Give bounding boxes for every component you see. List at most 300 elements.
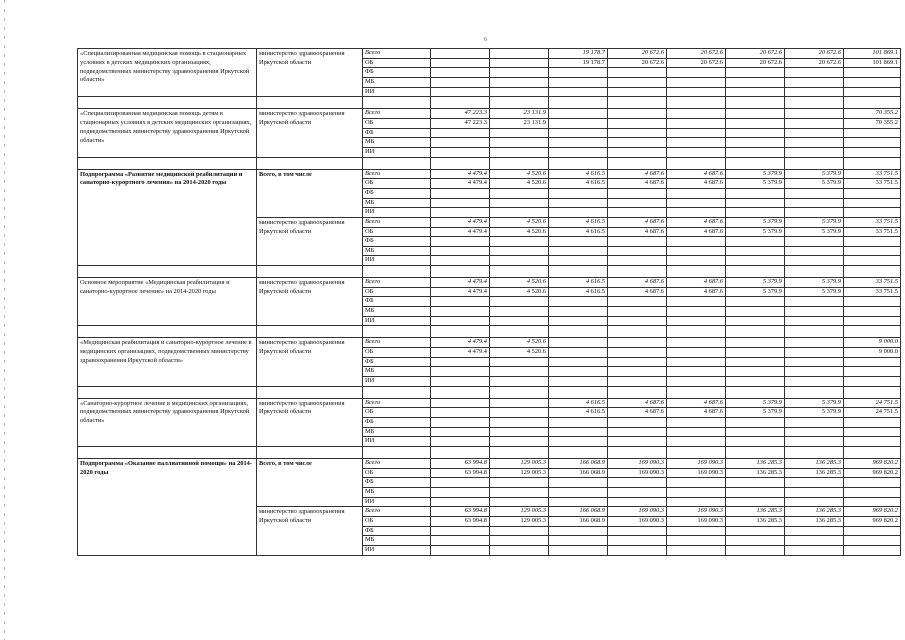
value-cell — [844, 367, 901, 377]
spacer-cell — [257, 326, 363, 338]
value-cell — [549, 237, 608, 247]
value-cell: 20 672.6 — [608, 49, 667, 59]
value-cell — [667, 377, 726, 387]
value-cell — [549, 128, 608, 138]
value-cell — [785, 138, 844, 148]
value-cell: 4 479.4 — [431, 338, 490, 348]
value-cell: 4 687.6 — [667, 179, 726, 189]
value-cell — [549, 77, 608, 87]
spacer-cell — [431, 157, 490, 169]
value-cell — [667, 77, 726, 87]
value-cell — [549, 427, 608, 437]
funding-source-cell: ФБ — [363, 188, 431, 198]
value-cell: 4 520.6 — [490, 227, 549, 237]
value-cell: 166 068.9 — [549, 507, 608, 517]
activity-name-cell: «Специализированная медицинская помощь детям в стационарных условиях в детских медицинских организациях, подведомственных министерству здравоохранения Иркутской области» — [78, 109, 257, 157]
value-cell: 24 751.5 — [844, 408, 901, 418]
value-cell — [608, 545, 667, 555]
spacer-cell — [549, 386, 608, 398]
value-cell: 166 068.9 — [549, 458, 608, 468]
value-cell — [549, 418, 608, 428]
value-cell — [844, 68, 901, 78]
value-cell: 19 178.7 — [549, 49, 608, 59]
value-cell — [844, 427, 901, 437]
activity-name-cell: «Медицинская реабилитация и санаторно-курортное лечение в медицинских организациях, подведомственных министерству здравоохранения Иркутской области» — [78, 338, 257, 386]
value-cell — [431, 497, 490, 507]
value-cell — [549, 545, 608, 555]
funding-source-cell: Всего — [363, 217, 431, 227]
value-cell: 4 520.6 — [490, 169, 549, 179]
value-cell — [608, 357, 667, 367]
value-cell: 4 520.6 — [490, 278, 549, 288]
funding-source-cell: ОБ — [363, 516, 431, 526]
value-cell: 136 285.3 — [726, 507, 785, 517]
executor-cell: Всего, в том числе — [257, 458, 363, 506]
value-cell — [726, 307, 785, 317]
value-cell — [785, 338, 844, 348]
value-cell: 169 090.3 — [608, 516, 667, 526]
spacer-cell — [257, 446, 363, 458]
value-cell — [844, 357, 901, 367]
value-cell — [726, 246, 785, 256]
value-cell: 4 687.6 — [667, 169, 726, 179]
value-cell — [844, 418, 901, 428]
spacer-cell — [363, 157, 431, 169]
value-cell — [490, 208, 549, 218]
value-cell: 4 479.4 — [431, 287, 490, 297]
value-cell — [726, 338, 785, 348]
value-cell: 4 687.6 — [608, 227, 667, 237]
scan-edge-mark — [4, 0, 5, 640]
funding-source-cell: Всего — [363, 507, 431, 517]
value-cell: 5 379.9 — [785, 287, 844, 297]
value-cell — [667, 198, 726, 208]
value-cell — [726, 536, 785, 546]
value-cell — [431, 246, 490, 256]
spacer-cell — [667, 266, 726, 278]
value-cell — [667, 307, 726, 317]
value-cell — [785, 246, 844, 256]
value-cell — [667, 237, 726, 247]
value-cell: 33 751.5 — [844, 287, 901, 297]
value-cell: 4 687.6 — [608, 278, 667, 288]
value-cell — [726, 188, 785, 198]
funding-source-cell: МБ — [363, 307, 431, 317]
value-cell: 4 687.6 — [667, 408, 726, 418]
value-cell — [726, 256, 785, 266]
executor-cell: министерство здравоохранения Иркутской области — [257, 507, 363, 555]
value-cell — [726, 87, 785, 97]
spacer-cell — [726, 326, 785, 338]
value-cell — [785, 77, 844, 87]
budget-table-body — [78, 49, 901, 556]
value-cell — [608, 77, 667, 87]
page-number: 6 — [484, 37, 487, 43]
value-cell — [726, 109, 785, 119]
value-cell — [726, 237, 785, 247]
spacer-cell — [78, 157, 257, 169]
spacer-cell — [549, 97, 608, 109]
value-cell — [431, 297, 490, 307]
funding-source-cell: ФБ — [363, 478, 431, 488]
value-cell — [608, 437, 667, 447]
value-cell: 136 285.3 — [785, 458, 844, 468]
spacer-cell — [257, 157, 363, 169]
spacer-cell — [844, 386, 901, 398]
value-cell — [785, 307, 844, 317]
value-cell — [785, 147, 844, 157]
spacer-cell — [490, 97, 549, 109]
value-cell: 9 000.0 — [844, 348, 901, 358]
value-cell: 4 616.5 — [549, 169, 608, 179]
value-cell — [490, 377, 549, 387]
spacer-cell — [608, 97, 667, 109]
funding-source-cell: ИИ — [363, 377, 431, 387]
value-cell: 63 994.8 — [431, 468, 490, 478]
spacer-row — [78, 446, 901, 458]
funding-source-cell: ФБ — [363, 297, 431, 307]
value-cell: 169 090.3 — [667, 507, 726, 517]
funding-source-cell: ИИ — [363, 208, 431, 218]
value-cell: 47 223.3 — [431, 118, 490, 128]
value-cell — [608, 418, 667, 428]
value-cell — [844, 316, 901, 326]
value-cell — [431, 198, 490, 208]
spacer-cell — [490, 326, 549, 338]
value-cell — [844, 545, 901, 555]
value-cell — [844, 307, 901, 317]
value-cell — [431, 536, 490, 546]
funding-source-cell: ФБ — [363, 526, 431, 536]
value-cell: 4 687.6 — [667, 278, 726, 288]
value-cell — [608, 87, 667, 97]
value-cell — [785, 256, 844, 266]
executor-cell: министерство здравоохранения Иркутской области — [257, 398, 363, 446]
value-cell: 4 520.6 — [490, 179, 549, 189]
spacer-cell — [608, 386, 667, 398]
value-cell — [431, 526, 490, 536]
value-cell — [549, 256, 608, 266]
value-cell — [490, 408, 549, 418]
value-cell — [667, 188, 726, 198]
value-cell: 129 005.3 — [490, 468, 549, 478]
spacer-cell — [78, 326, 257, 338]
value-cell — [490, 87, 549, 97]
value-cell: 169 090.3 — [608, 458, 667, 468]
value-cell — [785, 128, 844, 138]
funding-source-cell: МБ — [363, 487, 431, 497]
value-cell — [608, 128, 667, 138]
value-cell — [490, 526, 549, 536]
value-cell — [667, 208, 726, 218]
value-cell — [431, 427, 490, 437]
spacer-cell — [608, 446, 667, 458]
value-cell — [667, 497, 726, 507]
value-cell — [726, 208, 785, 218]
spacer-cell — [549, 326, 608, 338]
value-cell: 166 068.9 — [549, 516, 608, 526]
value-cell: 24 751.5 — [844, 398, 901, 408]
value-cell: 5 379.9 — [785, 227, 844, 237]
value-cell: 4 687.6 — [667, 287, 726, 297]
value-cell — [785, 545, 844, 555]
spacer-cell — [549, 157, 608, 169]
value-cell — [608, 118, 667, 128]
spacer-cell — [431, 386, 490, 398]
value-cell: 4 616.5 — [549, 278, 608, 288]
value-cell: 4 520.6 — [490, 348, 549, 358]
spacer-cell — [490, 446, 549, 458]
value-cell — [667, 545, 726, 555]
spacer-cell — [490, 157, 549, 169]
value-cell: 169 090.3 — [608, 468, 667, 478]
value-cell — [490, 256, 549, 266]
value-cell: 101 869.1 — [844, 58, 901, 68]
value-cell: 5 379.9 — [726, 227, 785, 237]
spacer-cell — [490, 386, 549, 398]
value-cell: 4 687.6 — [608, 169, 667, 179]
spacer-cell — [667, 97, 726, 109]
value-cell — [490, 77, 549, 87]
spacer-cell — [431, 326, 490, 338]
spacer-cell — [844, 326, 901, 338]
value-cell — [785, 109, 844, 119]
value-cell — [431, 408, 490, 418]
value-cell — [667, 138, 726, 148]
value-cell — [844, 87, 901, 97]
spacer-cell — [667, 446, 726, 458]
value-cell — [667, 297, 726, 307]
value-cell: 5 379.9 — [726, 169, 785, 179]
value-cell — [608, 338, 667, 348]
value-cell — [549, 526, 608, 536]
value-cell: 136 285.3 — [785, 507, 844, 517]
spacer-cell — [608, 157, 667, 169]
value-cell — [549, 87, 608, 97]
funding-source-cell: МБ — [363, 198, 431, 208]
value-cell — [608, 188, 667, 198]
funding-source-cell: МБ — [363, 427, 431, 437]
value-cell — [490, 246, 549, 256]
table-row — [78, 458, 901, 468]
spacer-cell — [785, 266, 844, 278]
value-cell — [431, 58, 490, 68]
value-cell — [844, 138, 901, 148]
value-cell — [667, 128, 726, 138]
value-cell — [431, 367, 490, 377]
value-cell — [608, 478, 667, 488]
value-cell: 20 672.6 — [726, 58, 785, 68]
value-cell — [844, 478, 901, 488]
executor-cell: министерство здравоохранения Иркутской области — [257, 109, 363, 157]
value-cell — [431, 188, 490, 198]
value-cell — [667, 348, 726, 358]
value-cell — [667, 418, 726, 428]
funding-source-cell: ИИ — [363, 437, 431, 447]
spacer-cell — [257, 266, 363, 278]
value-cell: 4 520.6 — [490, 217, 549, 227]
value-cell — [785, 367, 844, 377]
spacer-cell — [257, 97, 363, 109]
value-cell — [490, 367, 549, 377]
spacer-row — [78, 326, 901, 338]
spacer-cell — [78, 266, 257, 278]
value-cell: 33 751.5 — [844, 227, 901, 237]
value-cell — [785, 118, 844, 128]
value-cell: 5 379.9 — [726, 179, 785, 189]
funding-source-cell: ФБ — [363, 68, 431, 78]
spacer-cell — [667, 326, 726, 338]
value-cell: 5 379.9 — [726, 278, 785, 288]
value-cell: 19 178.7 — [549, 58, 608, 68]
funding-source-cell: ОБ — [363, 348, 431, 358]
value-cell — [667, 437, 726, 447]
value-cell — [726, 487, 785, 497]
spacer-cell — [785, 157, 844, 169]
value-cell — [490, 478, 549, 488]
value-cell — [549, 367, 608, 377]
value-cell: 33 751.5 — [844, 217, 901, 227]
value-cell — [726, 437, 785, 447]
value-cell: 101 869.1 — [844, 49, 901, 59]
value-cell — [785, 348, 844, 358]
value-cell: 5 379.9 — [785, 398, 844, 408]
funding-source-cell: МБ — [363, 536, 431, 546]
activity-name-cell: Подпрограмма «Оказание паллиативной помощи» на 2014-2020 годы — [78, 458, 257, 555]
value-cell — [667, 536, 726, 546]
value-cell — [667, 256, 726, 266]
value-cell — [667, 316, 726, 326]
value-cell: 969 820.2 — [844, 458, 901, 468]
spacer-row — [78, 97, 901, 109]
funding-source-cell: ОБ — [363, 408, 431, 418]
funding-source-cell: ОБ — [363, 227, 431, 237]
value-cell — [726, 357, 785, 367]
value-cell — [785, 198, 844, 208]
value-cell — [490, 49, 549, 59]
value-cell — [726, 138, 785, 148]
value-cell — [608, 487, 667, 497]
value-cell: 4 616.5 — [549, 179, 608, 189]
value-cell — [726, 418, 785, 428]
funding-source-cell: ФБ — [363, 237, 431, 247]
activity-name-cell: «Санаторно-курортное лечение в медицинских организациях, подведомственных министерству здравоохранения Иркутской области» — [78, 398, 257, 446]
value-cell: 63 994.8 — [431, 458, 490, 468]
funding-source-cell: ИИ — [363, 316, 431, 326]
value-cell: 4 520.6 — [490, 287, 549, 297]
value-cell — [785, 87, 844, 97]
value-cell — [490, 297, 549, 307]
value-cell — [431, 237, 490, 247]
table-row — [78, 398, 901, 408]
value-cell: 5 379.9 — [785, 179, 844, 189]
value-cell — [549, 348, 608, 358]
value-cell — [785, 377, 844, 387]
value-cell — [785, 437, 844, 447]
value-cell: 4 687.6 — [608, 398, 667, 408]
value-cell — [549, 68, 608, 78]
table-row — [78, 109, 901, 119]
value-cell — [608, 237, 667, 247]
value-cell — [431, 128, 490, 138]
value-cell — [608, 138, 667, 148]
value-cell — [667, 68, 726, 78]
value-cell — [608, 526, 667, 536]
value-cell — [490, 316, 549, 326]
value-cell — [726, 526, 785, 536]
spacer-cell — [667, 386, 726, 398]
value-cell — [785, 497, 844, 507]
value-cell: 20 672.6 — [785, 49, 844, 59]
value-cell — [785, 487, 844, 497]
value-cell — [549, 478, 608, 488]
spacer-row — [78, 266, 901, 278]
value-cell — [490, 545, 549, 555]
value-cell: 5 379.9 — [726, 287, 785, 297]
value-cell — [431, 418, 490, 428]
value-cell: 4 687.6 — [608, 287, 667, 297]
value-cell — [549, 536, 608, 546]
value-cell — [431, 208, 490, 218]
value-cell: 63 994.8 — [431, 507, 490, 517]
value-cell — [785, 68, 844, 78]
value-cell — [667, 246, 726, 256]
value-cell — [785, 526, 844, 536]
value-cell — [431, 316, 490, 326]
value-cell — [490, 237, 549, 247]
value-cell — [608, 307, 667, 317]
value-cell — [667, 427, 726, 437]
value-cell — [608, 147, 667, 157]
value-cell — [431, 147, 490, 157]
value-cell — [844, 77, 901, 87]
value-cell — [431, 478, 490, 488]
value-cell — [431, 377, 490, 387]
value-cell: 136 285.3 — [726, 468, 785, 478]
value-cell — [431, 398, 490, 408]
value-cell — [844, 437, 901, 447]
spacer-row — [78, 157, 901, 169]
value-cell — [608, 536, 667, 546]
value-cell — [785, 478, 844, 488]
value-cell — [844, 208, 901, 218]
value-cell: 4 687.6 — [667, 217, 726, 227]
funding-source-cell: ФБ — [363, 357, 431, 367]
value-cell — [667, 87, 726, 97]
value-cell: 4 479.4 — [431, 227, 490, 237]
value-cell — [844, 246, 901, 256]
value-cell — [608, 427, 667, 437]
funding-source-cell: МБ — [363, 367, 431, 377]
value-cell — [431, 545, 490, 555]
value-cell — [608, 348, 667, 358]
table-row — [78, 338, 901, 348]
value-cell — [844, 297, 901, 307]
value-cell — [549, 147, 608, 157]
value-cell — [726, 128, 785, 138]
spacer-cell — [785, 386, 844, 398]
funding-source-cell: ИИ — [363, 256, 431, 266]
funding-source-cell: ИИ — [363, 147, 431, 157]
value-cell — [490, 58, 549, 68]
value-cell — [549, 377, 608, 387]
spacer-cell — [363, 386, 431, 398]
value-cell: 136 285.3 — [726, 516, 785, 526]
value-cell: 20 672.6 — [785, 58, 844, 68]
spacer-cell — [431, 266, 490, 278]
value-cell: 4 479.4 — [431, 179, 490, 189]
spacer-cell — [549, 446, 608, 458]
